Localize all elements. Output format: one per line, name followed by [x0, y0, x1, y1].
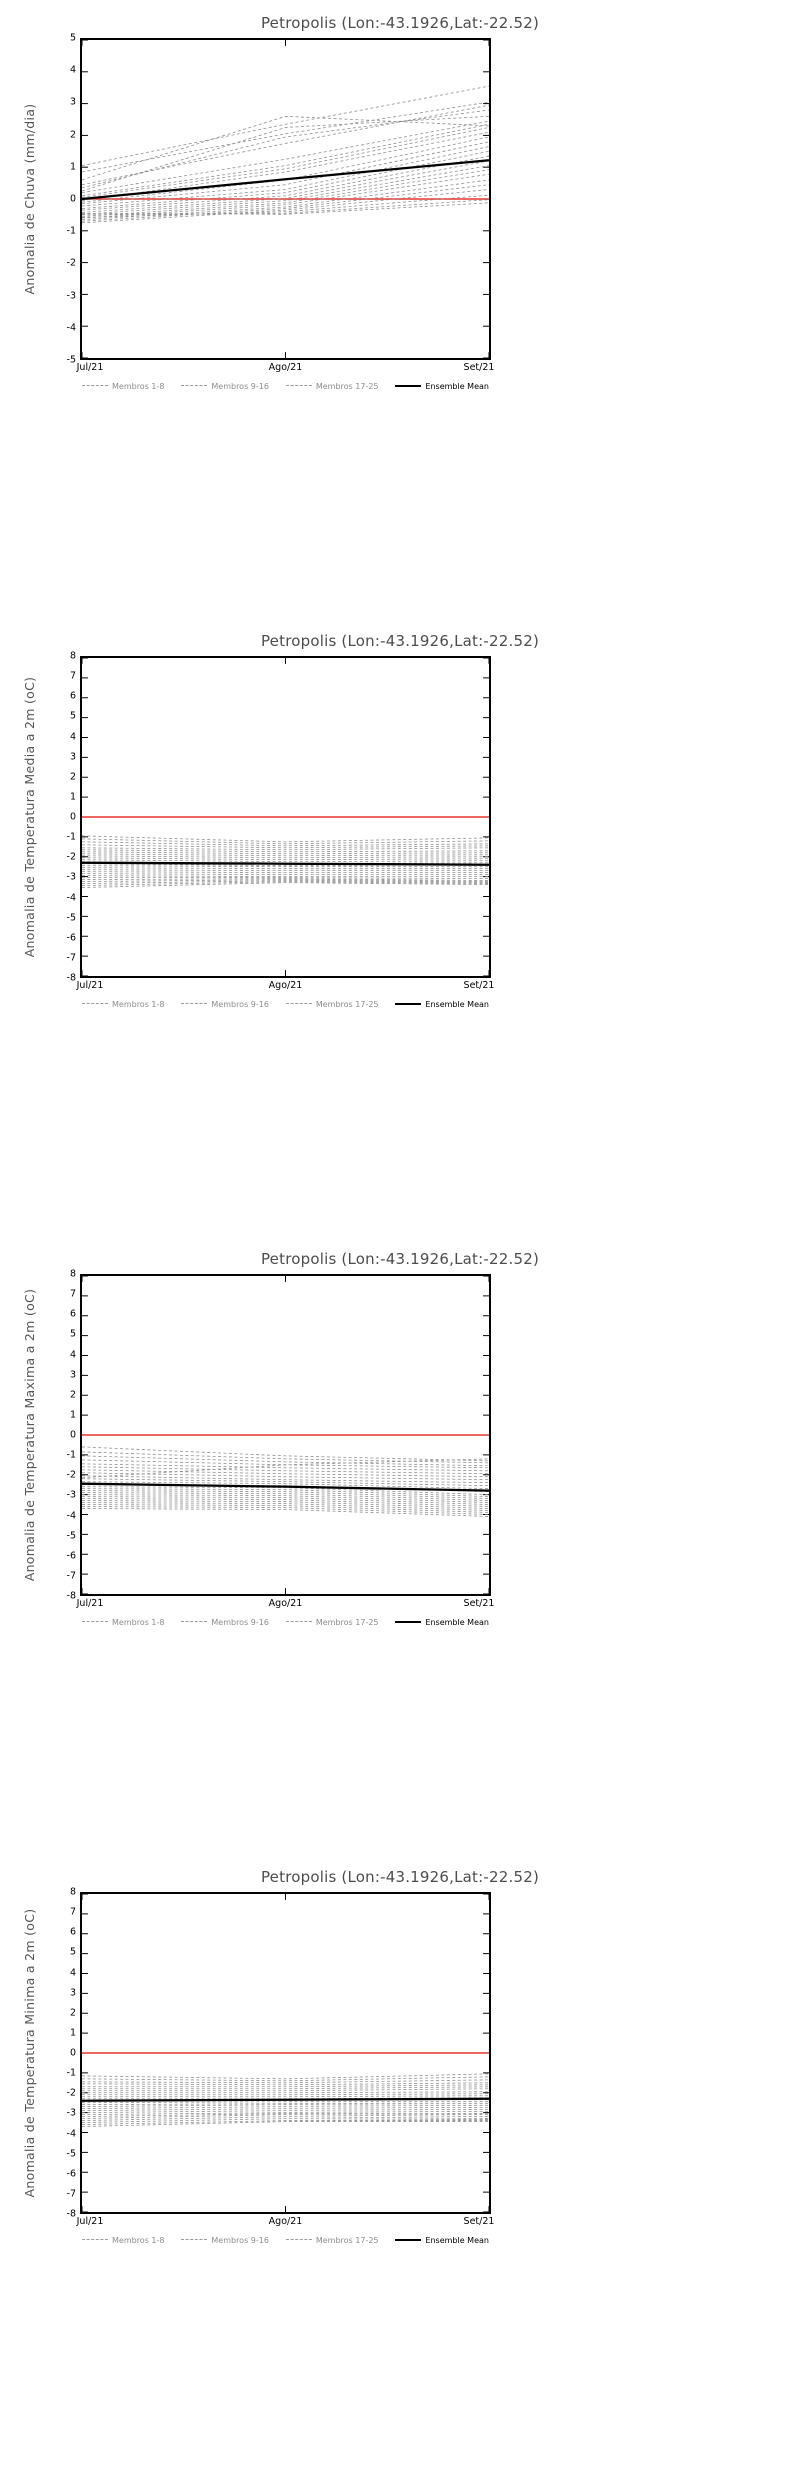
y-tick-label: -1	[66, 1449, 76, 1461]
y-tick-label: 1	[69, 161, 76, 173]
y-tick-label: 8	[69, 1268, 76, 1280]
y-tick-label: 5	[69, 1328, 76, 1340]
legend-label: Membros 1-8	[112, 999, 165, 1009]
member-line	[82, 2092, 489, 2093]
y-axis-label: Anomalia de Temperatura Maxima a 2m (oC)	[22, 1288, 37, 1582]
member-line	[82, 116, 489, 180]
legend-swatch	[286, 1003, 312, 1005]
member-line	[82, 124, 489, 196]
x-tick-label: Ago/21	[268, 980, 303, 991]
legend-swatch	[181, 2239, 207, 2241]
member-line	[82, 156, 489, 210]
member-line	[82, 2122, 489, 2127]
y-tick-label: 4	[69, 64, 76, 76]
legend-label: Membros 1-8	[112, 1617, 165, 1627]
series-canvas	[82, 40, 489, 358]
page-title: Petropolis (Lon:-43.1926,Lat:-22.52)	[260, 1868, 540, 1886]
y-tick-label: -7	[66, 952, 76, 964]
x-tick-label: Set/21	[463, 2216, 495, 2227]
legend-label: Ensemble Mean	[425, 1617, 489, 1627]
series-canvas	[82, 658, 489, 976]
legend-label: Ensemble Mean	[425, 999, 489, 1009]
chart-panel-tmin	[0, 1854, 800, 2472]
y-tick-label: -4	[66, 1510, 76, 1521]
legend	[80, 1614, 491, 1630]
x-tick-label: Ago/21	[268, 2216, 303, 2227]
legend-swatch	[181, 385, 207, 387]
y-axis-ticks	[32, 650, 76, 984]
x-axis-ticks	[76, 978, 495, 996]
legend-swatch	[286, 1621, 312, 1623]
y-tick-label: 3	[69, 1369, 76, 1381]
member-line	[82, 1456, 489, 1466]
y-tick-label: 2	[69, 1389, 76, 1401]
page-title: Petropolis (Lon:-43.1926,Lat:-22.52)	[260, 1250, 540, 1268]
member-line	[82, 110, 489, 188]
y-axis-label: Anomalia de Temperatura Media a 2m (oC)	[22, 676, 37, 958]
y-tick-label: -6	[66, 1550, 76, 1562]
plot-area	[80, 38, 491, 360]
legend-swatch	[286, 2239, 312, 2241]
y-tick-label: -2	[66, 1469, 76, 1481]
member-line	[82, 872, 489, 873]
x-tick-label: Set/21	[463, 362, 495, 373]
legend-item	[181, 1618, 269, 1627]
chart-panel-tmean	[0, 618, 800, 1236]
y-tick-label: 0	[69, 811, 76, 823]
legend-swatch	[82, 2239, 108, 2241]
legend-swatch	[395, 1003, 421, 1005]
y-tick-label: -2	[66, 257, 76, 269]
x-tick-label: Ago/21	[268, 362, 303, 373]
y-tick-label: 7	[69, 1288, 76, 1300]
legend-swatch	[181, 1003, 207, 1005]
member-line	[82, 105, 489, 184]
x-axis-ticks	[76, 1596, 495, 1614]
y-tick-label: 5	[69, 710, 76, 722]
legend-item	[82, 2236, 164, 2245]
y-tick-label: 3	[69, 96, 76, 108]
legend-item	[82, 1618, 164, 1627]
y-tick-label: 2	[69, 2007, 76, 2019]
legend-swatch	[395, 1621, 421, 1623]
x-tick-label: Jul/21	[76, 2216, 104, 2227]
y-tick-label: -1	[66, 831, 76, 843]
legend-label: Membros 9-16	[211, 381, 269, 391]
legend-item	[82, 1000, 164, 1009]
y-tick-label: 7	[69, 1906, 76, 1918]
legend	[80, 996, 491, 1012]
y-tick-label: -7	[66, 2188, 76, 2200]
chart-panel-precip	[0, 0, 800, 618]
y-tick-label: 1	[69, 791, 76, 803]
y-tick-label: -6	[66, 2168, 76, 2180]
y-tick-label: -8	[66, 972, 76, 984]
member-line	[82, 142, 489, 204]
y-tick-label: -8	[66, 1590, 76, 1602]
plot-area	[80, 1274, 491, 1596]
y-tick-label: 7	[69, 670, 76, 682]
y-tick-label: 1	[69, 1409, 76, 1421]
y-tick-label: 4	[69, 1349, 76, 1360]
legend-label: Membros 17-25	[315, 1617, 379, 1627]
legend-label: Membros 9-16	[211, 1617, 269, 1627]
member-line	[82, 2096, 489, 2097]
legend-item	[395, 1000, 489, 1009]
member-line	[82, 147, 489, 206]
chart-panel-tmax	[0, 1236, 800, 1854]
legend	[80, 378, 491, 394]
y-tick-label: 4	[69, 1967, 76, 1978]
y-tick-label: -1	[66, 225, 76, 237]
y-tick-label: -8	[66, 2208, 76, 2220]
page-title: Petropolis (Lon:-43.1926,Lat:-22.52)	[260, 632, 540, 650]
y-tick-label: 2	[69, 771, 76, 783]
y-tick-label: 4	[69, 731, 76, 742]
y-tick-label: -3	[66, 871, 76, 883]
legend-label: Membros 9-16	[211, 999, 269, 1009]
y-tick-label: 6	[69, 690, 76, 702]
y-axis-label: Anomalia de Chuva (mm/dia)	[22, 103, 37, 295]
y-tick-label: -5	[66, 354, 76, 366]
y-tick-label: 8	[69, 650, 76, 662]
y-tick-label: 2	[69, 129, 76, 141]
legend-item	[395, 1618, 489, 1627]
y-tick-label: 3	[69, 751, 76, 763]
ensemble-mean-line	[82, 160, 489, 199]
legend-swatch	[395, 385, 421, 387]
x-tick-label: Jul/21	[76, 1598, 104, 1609]
y-tick-label: 0	[69, 1429, 76, 1441]
legend-item	[286, 2236, 379, 2245]
member-line	[82, 836, 489, 842]
plot-area	[80, 656, 491, 978]
x-tick-label: Jul/21	[76, 980, 104, 991]
legend-label: Membros 17-25	[315, 381, 379, 391]
legend-item	[82, 382, 164, 391]
legend-label: Membros 1-8	[112, 2235, 165, 2245]
legend-label: Membros 9-16	[211, 2235, 269, 2245]
legend-label: Membros 1-8	[112, 381, 165, 391]
y-tick-label: 0	[69, 2047, 76, 2059]
legend-item	[395, 382, 489, 391]
member-line	[82, 1460, 489, 1468]
legend-label: Ensemble Mean	[425, 2235, 489, 2245]
legend-swatch	[82, 1003, 108, 1005]
y-tick-label: 6	[69, 1308, 76, 1320]
y-tick-label: -1	[66, 2067, 76, 2079]
y-tick-label: 1	[69, 2027, 76, 2039]
x-tick-label: Ago/21	[268, 1598, 303, 1609]
y-tick-label: -2	[66, 2087, 76, 2099]
member-line	[82, 868, 489, 869]
y-tick-label: 0	[69, 193, 76, 205]
y-tick-label: -2	[66, 851, 76, 863]
y-tick-label: 5	[69, 1946, 76, 1958]
member-line	[82, 845, 489, 848]
y-tick-label: -4	[66, 322, 76, 334]
legend-label: Membros 17-25	[315, 2235, 379, 2245]
y-tick-label: -5	[66, 2148, 76, 2160]
member-line	[82, 2080, 489, 2083]
legend-item	[181, 1000, 269, 1009]
y-tick-label: -5	[66, 912, 76, 924]
member-line	[82, 870, 489, 871]
y-tick-label: -7	[66, 1570, 76, 1582]
member-line	[82, 86, 489, 166]
legend-item	[286, 1000, 379, 1009]
legend	[80, 2232, 491, 2248]
y-tick-label: -5	[66, 1530, 76, 1542]
page-title: Petropolis (Lon:-43.1926,Lat:-22.52)	[260, 14, 540, 32]
member-line	[82, 874, 489, 875]
y-tick-label: -4	[66, 2128, 76, 2139]
y-tick-label: -4	[66, 892, 76, 903]
legend-swatch	[286, 385, 312, 387]
member-line	[82, 2094, 489, 2095]
legend-label: Ensemble Mean	[425, 381, 489, 391]
x-axis-ticks	[76, 2214, 495, 2232]
y-tick-label: 8	[69, 1886, 76, 1898]
y-tick-label: 6	[69, 1926, 76, 1938]
x-tick-label: Jul/21	[76, 362, 104, 373]
legend-swatch	[181, 1621, 207, 1623]
legend-item	[286, 1618, 379, 1627]
legend-item	[286, 382, 379, 391]
legend-label: Membros 17-25	[315, 999, 379, 1009]
y-tick-label: -3	[66, 2107, 76, 2119]
y-tick-label: -6	[66, 932, 76, 944]
legend-item	[181, 2236, 269, 2245]
y-axis-ticks	[32, 1268, 76, 1602]
series-canvas	[82, 1894, 489, 2212]
plot-area	[80, 1892, 491, 2214]
x-tick-label: Set/21	[463, 1598, 495, 1609]
legend-item	[181, 382, 269, 391]
x-tick-label: Set/21	[463, 980, 495, 991]
y-tick-label: 5	[69, 32, 76, 44]
legend-swatch	[82, 1621, 108, 1623]
x-axis-ticks	[76, 360, 495, 378]
member-line	[82, 2102, 489, 2103]
y-axis-ticks	[32, 32, 76, 366]
legend-swatch	[395, 2239, 421, 2241]
series-canvas	[82, 1276, 489, 1594]
legend-swatch	[82, 385, 108, 387]
y-axis-ticks	[32, 1886, 76, 2220]
member-line	[82, 121, 489, 193]
y-axis-label: Anomalia de Temperatura Minima a 2m (oC)	[22, 1908, 37, 2198]
legend-item	[395, 2236, 489, 2245]
member-line	[82, 876, 489, 877]
y-tick-label: -3	[66, 290, 76, 302]
y-tick-label: 3	[69, 1987, 76, 1999]
y-tick-label: -3	[66, 1489, 76, 1501]
